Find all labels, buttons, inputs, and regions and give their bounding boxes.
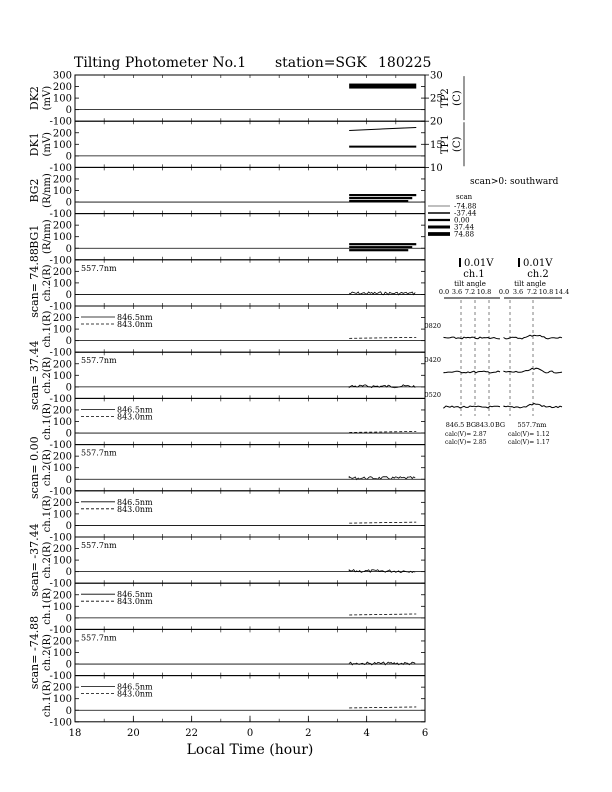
inset-row-label: 0420 — [424, 356, 441, 364]
panel-label: scan= -74.88 — [28, 615, 41, 690]
data-trace — [349, 385, 415, 388]
temp-tick-label: 25 — [430, 93, 443, 105]
legend-label-843: 843.0nm — [117, 504, 153, 514]
y-tick-label: 0 — [65, 659, 72, 671]
y-tick-label: 100 — [52, 555, 72, 567]
panel-unit-label: (mV) — [42, 85, 53, 111]
y-tick-label: 200 — [52, 220, 72, 232]
data-trace — [349, 84, 416, 89]
panel-frame — [75, 629, 425, 675]
temp-axis-label: TP1 — [440, 134, 451, 155]
y-tick-label: 200 — [52, 128, 72, 140]
ch2-wavelength-label: 557.7nm — [81, 633, 117, 643]
temp-axis-label: (C) — [452, 90, 463, 106]
y-tick-label: 100 — [52, 139, 72, 151]
data-trace — [349, 431, 416, 432]
x-tick-label: 2 — [305, 727, 312, 739]
calc-ch2: calc(V)= 1.17 — [508, 439, 550, 446]
scan-legend-title: scan>0: southward — [470, 177, 559, 187]
y-tick-label: 0 — [65, 289, 72, 301]
data-trace — [349, 570, 415, 573]
legend-label-846: 846.5nm — [117, 313, 153, 322]
y-tick-label: 100 — [52, 694, 72, 706]
x-tick-label: 20 — [126, 727, 140, 739]
tilt-tick-label: 7.2 — [464, 288, 476, 296]
inset-bottom-label: 843.0 — [475, 421, 495, 429]
data-trace — [349, 707, 416, 708]
legend-label-843: 843.0nm — [117, 320, 153, 329]
calc-ch1: calc(V)= 2.87 — [445, 431, 487, 438]
x-tick-label: 22 — [185, 727, 199, 739]
tilt-tick-label: 10.8 — [476, 288, 492, 296]
inset-row-label: 0520 — [424, 391, 441, 399]
panel-frame — [75, 121, 425, 167]
panel-label: scan= -37.44 — [28, 523, 41, 597]
y-tick-label: 100 — [52, 186, 72, 197]
scan-legend-item: 0.00 — [454, 216, 470, 225]
legend-label-846: 846.5nm — [117, 682, 153, 692]
legend-label-843: 843.0nm — [117, 412, 153, 422]
y-tick-label: -100 — [49, 255, 72, 267]
scan-legend-item: 37.44 — [454, 223, 475, 232]
inset-bottom-label: BG — [465, 421, 477, 429]
y-tick-label: 200 — [52, 82, 72, 94]
y-tick-label: 100 — [52, 601, 72, 613]
temp-tick-label: 15 — [430, 139, 443, 151]
y-tick-label: 0 — [65, 197, 72, 209]
legend-label-846: 846.5nm — [117, 405, 153, 415]
y-tick-label: 200 — [52, 405, 72, 417]
legend-label-843: 843.0nm — [117, 689, 153, 699]
ch2-name: ch.2 — [527, 269, 549, 280]
tilt-angle-label: tilt angle — [454, 280, 486, 288]
y-tick-label: -100 — [49, 301, 72, 313]
panel-unit-label: ch.1(R) — [42, 587, 53, 625]
y-tick-label: -100 — [49, 486, 72, 498]
data-trace — [349, 246, 412, 248]
inset-trace-ch2 — [504, 404, 562, 408]
y-tick-label: 200 — [52, 590, 72, 602]
temp-tick-label: 20 — [430, 116, 443, 128]
calc-ch1: calc(V)= 2.85 — [445, 439, 487, 446]
data-trace — [349, 337, 416, 338]
panel-unit-label: ch.2(R) — [42, 356, 53, 394]
ch2-scale-bar — [518, 258, 520, 267]
ch1-scale-bar — [459, 258, 461, 267]
y-tick-label: 0 — [65, 613, 72, 625]
temp-tick-label: 30 — [430, 70, 443, 82]
x-tick-label: 6 — [421, 727, 429, 739]
y-tick-label: 0 — [65, 382, 72, 394]
y-tick-label: 0 — [65, 428, 72, 440]
y-tick-label: 100 — [52, 509, 72, 521]
data-trace — [349, 200, 408, 202]
x-axis-label: Local Time (hour) — [186, 741, 314, 758]
x-tick-label: 0 — [246, 727, 254, 739]
y-tick-label: 200 — [52, 174, 72, 186]
ch1-name: ch.1 — [463, 269, 485, 280]
y-tick-label: -100 — [49, 624, 72, 636]
panel-unit-label: ch.2(R) — [42, 541, 53, 579]
y-tick-label: 200 — [52, 266, 72, 278]
inset-row-label: 0820 — [424, 322, 441, 330]
y-tick-label: -100 — [49, 209, 72, 221]
data-trace — [349, 522, 416, 523]
y-tick-label: -100 — [49, 578, 72, 590]
panel-unit-label: ch.2(R) — [42, 634, 53, 671]
panel-frame — [75, 214, 425, 260]
data-trace — [349, 249, 408, 251]
legend-label-846: 846.5nm — [117, 497, 153, 507]
y-tick-label: 0 — [65, 567, 72, 579]
tilt-tick-label: 7.2 — [526, 288, 538, 296]
y-tick-label: -100 — [49, 671, 72, 683]
y-tick-label: 0 — [65, 243, 72, 255]
panel-frame — [75, 352, 425, 398]
panel-unit-label: ch.2(R) — [42, 449, 53, 487]
ch1-scale-label: 0.01V — [464, 258, 494, 269]
y-tick-label: 0 — [65, 151, 72, 163]
inset-trace-ch1 — [444, 371, 500, 373]
inset-bottom-label: 846.5 — [445, 421, 465, 429]
legend-label-846: 846.5nm — [117, 590, 153, 600]
x-tick-label: 4 — [363, 727, 370, 739]
y-tick-label: -100 — [49, 393, 72, 405]
y-tick-label: 0 — [65, 520, 72, 532]
y-tick-label: 200 — [52, 544, 72, 556]
tilt-tick-label: 0.0 — [498, 288, 510, 296]
y-tick-label: -100 — [49, 162, 72, 174]
tilt-tick-label: 0.0 — [438, 288, 450, 296]
y-tick-label: -100 — [49, 532, 72, 544]
panel-unit-label: ch.1(R) — [42, 680, 53, 718]
panel-unit-label: ch.1(R) — [42, 495, 53, 533]
data-trace — [349, 194, 416, 196]
data-trace — [349, 197, 412, 199]
station-label: station=SGK — [275, 55, 367, 71]
ch2-wavelength-label: 557.7nm — [81, 356, 117, 366]
y-tick-label: 100 — [52, 370, 72, 382]
tilt-tick-label: 3.6 — [451, 288, 463, 296]
temp-axis-label: (C) — [452, 136, 463, 153]
y-tick-label: 300 — [52, 70, 72, 82]
y-tick-label: 100 — [52, 648, 72, 659]
data-trace — [349, 243, 416, 245]
panel-unit-label: (mV) — [42, 132, 53, 157]
y-tick-label: -100 — [49, 116, 72, 128]
y-tick-label: 100 — [52, 324, 72, 336]
tilt-tick-label: 3.6 — [512, 288, 524, 296]
date-label: 180225 — [378, 55, 432, 71]
panel-label: BG2 — [28, 178, 41, 203]
scan-legend-header: scan — [456, 193, 473, 201]
panel-label: scan= 37.44 — [28, 340, 41, 411]
panel-frame — [75, 260, 425, 306]
panel-label: DK1 — [28, 132, 41, 157]
panel-frame — [75, 445, 425, 491]
x-tick-label: 18 — [68, 727, 82, 739]
calc-ch2: calc(V)= 1.12 — [508, 431, 550, 438]
panel-frame — [75, 167, 425, 213]
y-tick-label: 100 — [52, 93, 72, 105]
panel-unit-label: ch.1(R) — [42, 403, 53, 440]
chart-title: Tilting Photometer No.1 — [74, 55, 247, 71]
y-tick-label: 0 — [65, 105, 72, 117]
y-tick-label: 200 — [52, 636, 72, 648]
inset-bottom-label: BG — [494, 421, 506, 429]
y-tick-label: 0 — [65, 705, 72, 717]
y-tick-label: -100 — [49, 717, 72, 729]
y-tick-label: 0 — [65, 336, 72, 348]
scan-legend-item: -74.88 — [454, 202, 477, 211]
data-trace — [349, 662, 415, 665]
panel-label: scan= 74.88 — [28, 248, 41, 318]
y-tick-label: 200 — [52, 359, 72, 371]
inset-bottom-ch2: 557.7nm — [517, 421, 547, 429]
ch2-wavelength-label: 557.7nm — [81, 541, 117, 550]
tilt-angle-label: tilt angle — [514, 280, 546, 288]
panel-unit-label: ch.2(R) — [42, 264, 53, 302]
y-tick-label: 0 — [65, 474, 72, 486]
panel-label: DK2 — [28, 86, 41, 111]
y-tick-label: 100 — [52, 463, 72, 475]
y-tick-label: 100 — [52, 417, 72, 428]
data-trace — [349, 614, 416, 615]
y-tick-label: -100 — [49, 440, 72, 452]
y-tick-label: 200 — [52, 682, 72, 694]
ch2-wavelength-label: 557.7nm — [81, 263, 117, 273]
y-tick-label: 100 — [52, 232, 72, 244]
ch2-scale-label: 0.01V — [523, 258, 553, 269]
legend-label-843: 843.0nm — [117, 597, 153, 607]
data-trace — [349, 127, 416, 130]
y-tick-label: 200 — [52, 313, 72, 325]
y-tick-label: -100 — [49, 347, 72, 359]
panel-frame — [75, 75, 425, 121]
y-tick-label: 100 — [52, 278, 72, 290]
panel-label: scan= 0.00 — [28, 436, 41, 500]
temp-axis-label: TP2 — [440, 88, 451, 108]
y-tick-label: 200 — [52, 497, 72, 509]
y-tick-label: 200 — [52, 451, 72, 463]
panel-label: BG1 — [28, 224, 41, 249]
temp-tick-label: 10 — [430, 162, 443, 174]
scan-legend-item: -37.44 — [454, 209, 477, 218]
inset-trace-ch1 — [444, 406, 500, 408]
inset-trace-ch1 — [444, 337, 500, 339]
panel-unit-label: ch.1(R) — [42, 310, 53, 348]
panel-unit-label: (R/nm) — [42, 173, 53, 208]
tilt-tick-label: 14.4 — [554, 288, 570, 296]
panel-unit-label: (R/nm) — [42, 219, 53, 255]
panel-frame — [75, 537, 425, 583]
ch2-wavelength-label: 557.7nm — [81, 448, 117, 458]
scan-legend-item: 74.88 — [454, 230, 475, 239]
tilt-tick-label: 10.8 — [538, 288, 554, 296]
